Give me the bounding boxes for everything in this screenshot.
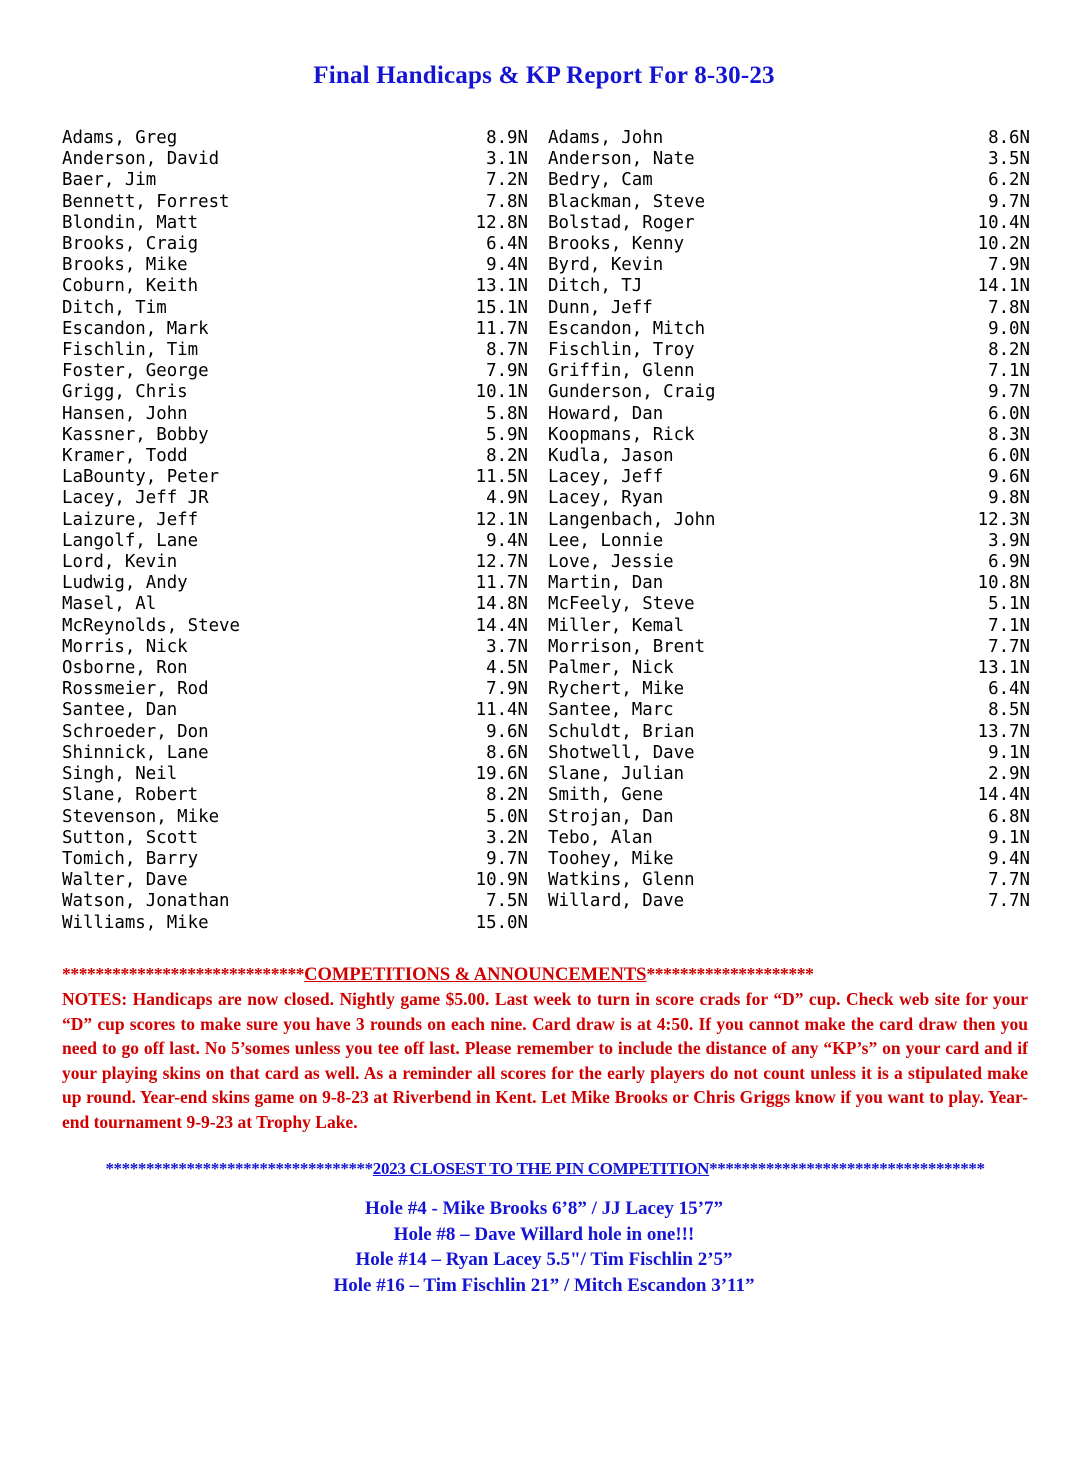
player-handicap: 7.9N: [486, 679, 528, 700]
roster-entry-right: [546, 298, 1030, 319]
roster-entry-right: [546, 849, 1030, 870]
player-name: Hansen, John: [62, 403, 188, 424]
player-handicap: 5.9N: [486, 424, 528, 445]
ctp-stars-right: **********************************: [709, 1159, 985, 1179]
player-name: Koopmans, Rick: [548, 424, 695, 445]
player-name: Howard, Dan: [548, 403, 664, 424]
player-handicap: 6.0N: [988, 403, 1030, 424]
roster-entry-left: [62, 234, 546, 255]
player-handicap: 4.5N: [486, 658, 528, 679]
player-handicap: 12.3N: [977, 509, 1030, 530]
player-handicap: 3.5N: [988, 149, 1030, 170]
player-name: Shinnick, Lane: [62, 742, 209, 763]
roster-entry-left: [62, 722, 546, 743]
roster-entry-left: [62, 891, 546, 912]
roster-row: [62, 298, 1030, 319]
roster-entry-left: [62, 340, 546, 361]
roster-row: [62, 213, 1030, 234]
roster-entry-left: [62, 658, 546, 679]
player-handicap: 10.2N: [977, 234, 1030, 255]
roster-entry-right: [546, 276, 1030, 297]
player-handicap: 4.9N: [486, 488, 528, 509]
player-handicap: 2.9N: [988, 764, 1030, 785]
roster-entry-right: [546, 870, 1030, 891]
player-handicap: 7.8N: [486, 191, 528, 212]
roster-row: [62, 700, 1030, 721]
player-handicap: 9.4N: [988, 848, 1030, 869]
roster-entry-left: [62, 425, 546, 446]
roster-row: [62, 382, 1030, 403]
roster-entry-right: [546, 404, 1030, 425]
player-name: Bennett, Forrest: [62, 191, 230, 212]
player-name: Langolf, Lane: [62, 530, 199, 551]
roster-entry-right: [546, 913, 1030, 934]
player-handicap: 11.7N: [475, 573, 528, 594]
player-handicap: 7.1N: [988, 361, 1030, 382]
roster-entry-right: [546, 616, 1030, 637]
roster-row: [62, 340, 1030, 361]
player-name: Toohey, Mike: [548, 848, 674, 869]
announcements-heading-line: [62, 962, 1028, 988]
roster-entry-right: [546, 828, 1030, 849]
player-name: Brooks, Kenny: [548, 234, 685, 255]
roster-entry-left: [62, 213, 546, 234]
player-name: Shotwell, Dave: [548, 742, 695, 763]
player-name: Bedry, Cam: [548, 170, 653, 191]
player-handicap: 11.5N: [475, 467, 528, 488]
ctp-heading: 2023 CLOSEST TO THE PIN COMPETITION: [372, 1159, 710, 1179]
roster-row: [62, 594, 1030, 615]
player-handicap: 12.7N: [475, 552, 528, 573]
roster-row: [62, 170, 1030, 191]
player-name: Griffin, Glenn: [548, 361, 695, 382]
stars-left: *****************************: [62, 963, 305, 984]
player-name: Watson, Jonathan: [62, 891, 230, 912]
roster-row: [62, 276, 1030, 297]
roster-entry-right: [546, 234, 1030, 255]
player-handicap: 3.1N: [486, 149, 528, 170]
player-name: Santee, Dan: [62, 700, 178, 721]
player-handicap: 6.4N: [988, 679, 1030, 700]
player-name: Williams, Mike: [62, 912, 209, 933]
player-name: Santee, Marc: [548, 700, 674, 721]
player-name: Grigg, Chris: [62, 382, 188, 403]
roster-entry-right: [546, 764, 1030, 785]
player-name: Palmer, Nick: [548, 658, 674, 679]
player-handicap: 14.4N: [977, 785, 1030, 806]
player-handicap: 5.1N: [988, 594, 1030, 615]
player-name: Lee, Lonnie: [548, 530, 664, 551]
player-handicap: 10.4N: [977, 212, 1030, 233]
roster-entry-left: [62, 192, 546, 213]
player-handicap: 9.1N: [988, 827, 1030, 848]
player-name: Fischlin, Tim: [62, 340, 199, 361]
roster-row: [62, 404, 1030, 425]
roster-entry-right: [546, 637, 1030, 658]
roster-row: [62, 255, 1030, 276]
roster-entry-left: [62, 255, 546, 276]
player-handicap: 11.7N: [475, 318, 528, 339]
roster-entry-left: [62, 679, 546, 700]
roster-entry-right: [546, 255, 1030, 276]
roster-row: [62, 128, 1030, 149]
roster-entry-left: [62, 552, 546, 573]
player-handicap: 11.4N: [475, 700, 528, 721]
roster-row: [62, 234, 1030, 255]
roster-entry-right: [546, 679, 1030, 700]
roster-entry-left: [62, 743, 546, 764]
player-handicap: 6.0N: [988, 446, 1030, 467]
roster-entry-left: [62, 849, 546, 870]
player-handicap: 9.4N: [486, 530, 528, 551]
player-handicap: 9.4N: [486, 255, 528, 276]
player-handicap: 7.1N: [988, 615, 1030, 636]
player-name: Brooks, Mike: [62, 255, 188, 276]
roster-entry-right: [546, 192, 1030, 213]
player-handicap: 8.2N: [988, 340, 1030, 361]
roster-entry-left: [62, 828, 546, 849]
player-name: [548, 913, 952, 934]
player-name: Blondin, Matt: [62, 212, 199, 233]
roster-entry-right: [546, 446, 1030, 467]
player-name: Strojan, Dan: [548, 806, 674, 827]
ctp-result-line: Hole #4 - Mike Brooks 6’8” / JJ Lacey 15’7”: [365, 1198, 723, 1220]
roster-entry-right: [546, 785, 1030, 806]
roster-row: [62, 722, 1030, 743]
roster-entry-left: [62, 700, 546, 721]
player-handicap: 15.0N: [475, 912, 528, 933]
player-handicap: 13.1N: [475, 276, 528, 297]
player-name: Ditch, Tim: [62, 297, 167, 318]
roster-entry-right: [546, 170, 1030, 191]
player-handicap: 13.7N: [977, 721, 1030, 742]
player-name: Schuldt, Brian: [548, 721, 695, 742]
player-handicap: 15.1N: [475, 297, 528, 318]
player-handicap: 7.7N: [988, 891, 1030, 912]
roster-entry-right: [546, 594, 1030, 615]
player-name: Brooks, Craig: [62, 234, 199, 255]
roster-row: [62, 913, 1030, 934]
roster-entry-right: [546, 319, 1030, 340]
player-handicap: 8.5N: [988, 700, 1030, 721]
player-handicap: 8.6N: [988, 128, 1030, 148]
roster-row: [62, 531, 1030, 552]
player-handicap: 9.7N: [988, 191, 1030, 212]
roster-entry-right: [546, 891, 1030, 912]
player-handicap: 7.7N: [988, 636, 1030, 657]
player-handicap: 9.0N: [988, 318, 1030, 339]
player-name: Kramer, Todd: [62, 446, 188, 467]
roster-entry-left: [62, 637, 546, 658]
roster-row: [62, 870, 1030, 891]
player-name: Foster, George: [62, 361, 209, 382]
player-handicap: 6.9N: [988, 552, 1030, 573]
roster-entry-left: [62, 382, 546, 403]
roster-row: [62, 743, 1030, 764]
roster-entry-right: [546, 488, 1030, 509]
roster-entry-right: [546, 149, 1030, 170]
player-handicap: 7.5N: [486, 891, 528, 912]
player-handicap: 9.7N: [486, 848, 528, 869]
player-name: Willard, Dave: [548, 891, 685, 912]
player-handicap: 7.9N: [988, 255, 1030, 276]
player-name: Rossmeier, Rod: [62, 679, 209, 700]
roster-row: [62, 446, 1030, 467]
player-name: Anderson, Nate: [548, 149, 695, 170]
player-name: Ludwig, Andy: [62, 573, 188, 594]
player-name: Slane, Robert: [62, 785, 199, 806]
player-handicap: 5.0N: [486, 806, 528, 827]
player-handicap: 9.6N: [486, 721, 528, 742]
roster-row: [62, 510, 1030, 531]
player-name: Ditch, TJ: [548, 276, 643, 297]
player-handicap: 9.6N: [988, 467, 1030, 488]
player-name: Escandon, Mitch: [548, 318, 706, 339]
roster-entry-right: [546, 467, 1030, 488]
player-handicap: 7.8N: [988, 297, 1030, 318]
player-name: Coburn, Keith: [62, 276, 199, 297]
stars-right: ********************: [646, 963, 814, 984]
player-name: Stevenson, Mike: [62, 806, 220, 827]
announcements-heading: COMPETITIONS & ANNOUNCEMENTS: [304, 964, 647, 985]
roster-entry-right: [546, 658, 1030, 679]
roster-entry-right: [546, 743, 1030, 764]
roster-entry-left: [62, 170, 546, 191]
ctp-result-line: Hole #16 – Tim Fischlin 21” / Mitch Escandon 3’11”: [333, 1274, 755, 1296]
player-name: Singh, Neil: [62, 764, 178, 785]
player-handicap: 7.7N: [988, 870, 1030, 891]
player-name: Watkins, Glenn: [548, 870, 695, 891]
roster-entry-right: [546, 573, 1030, 594]
player-name: Tomich, Barry: [62, 848, 199, 869]
player-name: Lacey, Jeff JR: [62, 488, 209, 509]
roster-row: [62, 679, 1030, 700]
roster-entry-left: [62, 467, 546, 488]
roster-entry-left: [62, 510, 546, 531]
roster-row: [62, 488, 1030, 509]
player-name: Morrison, Brent: [548, 636, 706, 657]
roster-row: [62, 764, 1030, 785]
player-name: Kudla, Jason: [548, 446, 674, 467]
player-name: Morris, Nick: [62, 636, 188, 657]
player-name: Langenbach, John: [548, 509, 716, 530]
roster-entry-right: [546, 531, 1030, 552]
player-handicap: 10.1N: [475, 382, 528, 403]
roster-entry-left: [62, 870, 546, 891]
player-handicap: 8.2N: [486, 785, 528, 806]
player-name: Baer, Jim: [62, 170, 157, 191]
player-handicap: 6.2N: [988, 170, 1030, 191]
ctp-results: [0, 1196, 1088, 1298]
roster-row: [62, 828, 1030, 849]
player-name: Miller, Kemal: [548, 615, 685, 636]
player-name: LaBounty, Peter: [62, 467, 220, 488]
roster-entry-left: [62, 404, 546, 425]
handicap-roster: [0, 128, 1088, 934]
roster-row: [62, 616, 1030, 637]
player-name: Adams, John: [548, 128, 664, 148]
roster-row: [62, 149, 1030, 170]
player-name: Adams, Greg: [62, 128, 178, 148]
player-handicap: [952, 913, 1030, 934]
player-name: Walter, Dave: [62, 870, 188, 891]
player-handicap: 8.7N: [486, 340, 528, 361]
roster-entry-left: [62, 319, 546, 340]
roster-row: [62, 849, 1030, 870]
roster-entry-right: [546, 213, 1030, 234]
roster-row: [62, 319, 1030, 340]
player-name: Dunn, Jeff: [548, 297, 653, 318]
roster-entry-right: [546, 425, 1030, 446]
roster-entry-right: [546, 382, 1030, 403]
player-name: Anderson, David: [62, 149, 220, 170]
player-handicap: 5.8N: [486, 403, 528, 424]
roster-row: [62, 807, 1030, 828]
roster-entry-left: [62, 913, 546, 934]
roster-entry-left: [62, 764, 546, 785]
roster-entry-left: [62, 531, 546, 552]
roster-row: [62, 552, 1030, 573]
document-page: [0, 62, 1088, 1470]
player-name: Bolstad, Roger: [548, 212, 695, 233]
player-name: Lacey, Jeff: [548, 467, 664, 488]
roster-row: [62, 658, 1030, 679]
roster-entry-right: [546, 722, 1030, 743]
roster-row: [62, 361, 1030, 382]
roster-row: [62, 467, 1030, 488]
player-name: Gunderson, Craig: [548, 382, 716, 403]
player-name: Rychert, Mike: [548, 679, 685, 700]
player-handicap: 6.8N: [988, 806, 1030, 827]
roster-row: [62, 425, 1030, 446]
player-name: Laizure, Jeff: [62, 509, 199, 530]
player-name: Sutton, Scott: [62, 827, 199, 848]
player-handicap: 6.4N: [486, 234, 528, 255]
roster-entry-right: [546, 552, 1030, 573]
roster-entry-left: [62, 488, 546, 509]
player-name: Byrd, Kevin: [548, 255, 664, 276]
roster-entry-left: [62, 573, 546, 594]
player-name: Martin, Dan: [548, 573, 664, 594]
roster-row: [62, 637, 1030, 658]
player-name: Escandon, Mark: [62, 318, 209, 339]
roster-row: [62, 785, 1030, 806]
roster-entry-left: [62, 128, 546, 149]
player-handicap: 12.8N: [475, 212, 528, 233]
player-handicap: 19.6N: [475, 764, 528, 785]
roster-row: [62, 891, 1030, 912]
player-name: Lord, Kevin: [62, 552, 178, 573]
player-name: Love, Jessie: [548, 552, 674, 573]
roster-entry-left: [62, 616, 546, 637]
player-name: McReynolds, Steve: [62, 615, 240, 636]
player-handicap: 9.1N: [988, 742, 1030, 763]
player-name: Schroeder, Don: [62, 721, 209, 742]
roster-entry-left: [62, 276, 546, 297]
roster-entry-left: [62, 807, 546, 828]
player-handicap: 14.1N: [977, 276, 1030, 297]
player-handicap: 8.6N: [486, 742, 528, 763]
roster-entry-right: [546, 128, 1030, 149]
player-name: Osborne, Ron: [62, 658, 188, 679]
player-handicap: 3.7N: [486, 636, 528, 657]
roster-entry-left: [62, 298, 546, 319]
player-name: Slane, Julian: [548, 764, 685, 785]
player-handicap: 10.9N: [475, 870, 528, 891]
player-name: Smith, Gene: [548, 785, 664, 806]
announcements-notes: NOTES: Handicaps are now closed. Nightly game $5.00. Last week to turn in score crads for “D” cup. Check web site for your “D” cup scores to make sure you have 3 rounds on each nine. Card draw is at 4:50. If you cannot make the card draw then you need to go off last. No 5’somes unless you tee off last. Please remember to include the distance of any “KP’s” on your card and if your playing skins on that card as well. As a reminder all scores for the early players do not count unless it is a stipulated make up round. Year-end skins game on 9-8-23 at Riverbend in Kent. Let Mike Brooks or Chris Griggs know if you want to play. Year-end tournament 9-9-23 at Trophy Lake.: [62, 989, 1028, 1132]
player-name: Masel, Al: [62, 594, 157, 615]
player-name: Tebo, Alan: [548, 827, 653, 848]
roster-entry-left: [62, 446, 546, 467]
roster-entry-right: [546, 807, 1030, 828]
player-handicap: 10.8N: [977, 573, 1030, 594]
page-title: Final Handicaps & KP Report For 8-30-23: [313, 62, 775, 89]
roster-entry-left: [62, 594, 546, 615]
player-handicap: 3.2N: [486, 827, 528, 848]
roster-entry-left: [62, 361, 546, 382]
ctp-result-line: Hole #8 – Dave Willard hole in one!!!: [393, 1223, 695, 1245]
player-handicap: 7.9N: [486, 361, 528, 382]
player-handicap: 14.4N: [475, 615, 528, 636]
roster-entry-left: [62, 785, 546, 806]
roster-entry-right: [546, 340, 1030, 361]
player-handicap: 8.3N: [988, 424, 1030, 445]
player-handicap: 9.8N: [988, 488, 1030, 509]
player-name: Blackman, Steve: [548, 191, 706, 212]
player-name: Lacey, Ryan: [548, 488, 664, 509]
roster-entry-left: [62, 149, 546, 170]
roster-row: [62, 192, 1030, 213]
roster-entry-right: [546, 510, 1030, 531]
player-handicap: 13.1N: [977, 658, 1030, 679]
player-name: McFeely, Steve: [548, 594, 695, 615]
player-handicap: 3.9N: [988, 530, 1030, 551]
player-handicap: 14.8N: [475, 594, 528, 615]
player-handicap: 8.2N: [486, 446, 528, 467]
ctp-result-line: Hole #14 – Ryan Lacey 5.5"/ Tim Fischlin 2’5”: [355, 1249, 733, 1271]
roster-row: [62, 573, 1030, 594]
player-name: Fischlin, Troy: [548, 340, 695, 361]
player-handicap: 7.2N: [486, 170, 528, 191]
roster-entry-right: [546, 700, 1030, 721]
announcements-section: [0, 962, 1088, 1135]
ctp-heading-line: [0, 1158, 1088, 1180]
player-handicap: 9.7N: [988, 382, 1030, 403]
player-handicap: 12.1N: [475, 509, 528, 530]
roster-entry-right: [546, 361, 1030, 382]
player-name: Kassner, Bobby: [62, 424, 209, 445]
ctp-stars-left: *********************************: [105, 1159, 373, 1179]
player-handicap: 8.9N: [486, 128, 528, 148]
